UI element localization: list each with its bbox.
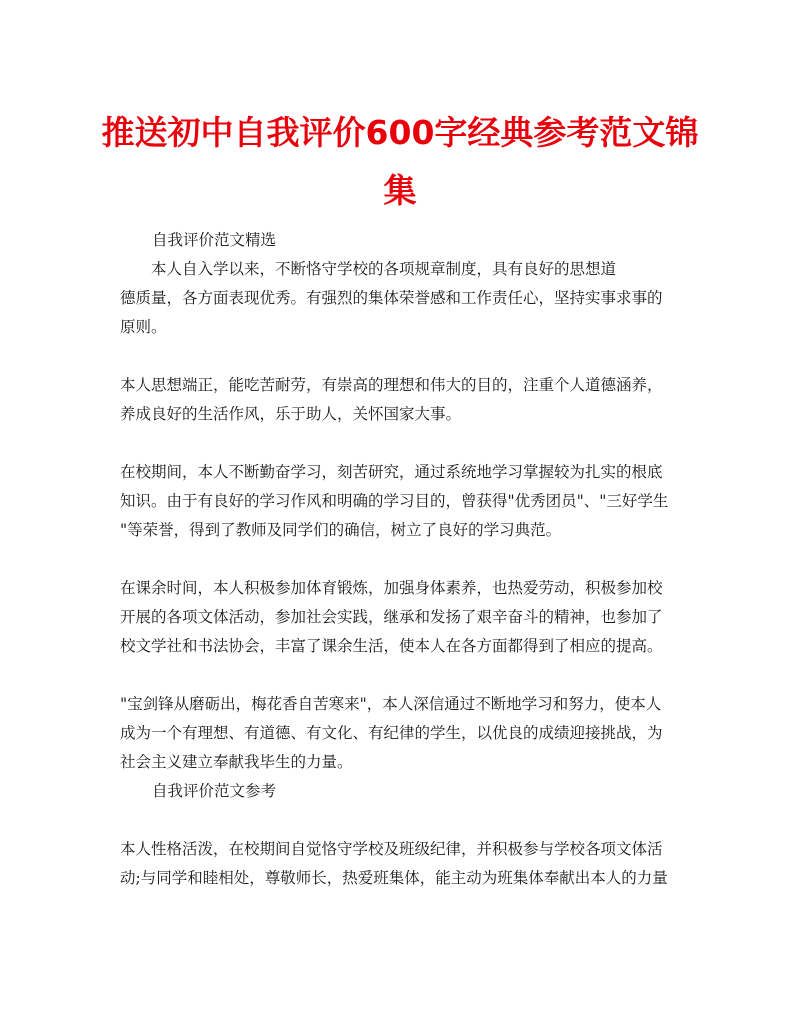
section-heading-reference: 自我评价范文参考 [152, 782, 277, 800]
paragraph-6: 本人性格活泼，在校期间自觉恪守学校及班级纪律，并积极参与学校各项文体活 动;与同学和睦相处，尊敬师长，热爱班集体，能主动为班集体奉献出本人的力量 [120, 840, 668, 887]
paragraph-4: 在课余时间，本人积极参加体育锻炼，加强身体素养，也热爱劳动，积极参加校 开展的各项文体活动，参加社会实践，继承和发扬了艰辛奋斗的精神，也参加了 校文学社和书法协会，丰富了课余生活，使本人在各方面都得到了相应的提高。 [120, 579, 663, 655]
section-heading-selected: 自我评价范文精选 [152, 231, 277, 249]
document-title: 推送初中自我评价600字经典参考范文锦集 [101, 113, 699, 210]
paragraph-2: 本人思想端正，能吃苦耐劳，有崇高的理想和伟大的目的，注重个人道德涵养， 养成良好的生活作风，乐于助人，关怀国家大事。 [120, 376, 663, 423]
paragraph-1: 本人自入学以来，不断恪守学校的各项规章制度，具有良好的思想道 德质量，各方面表现优秀。有强烈的集体荣誉感和工作责任心，坚持实事求事的 原则。 [120, 260, 663, 336]
paragraph-3: 在校期间，本人不断勤奋学习，刻苦研究，通过系统地学习掌握较为扎实的根底 知识。由于有良好的学习作风和明确的学习目的，曾获得"优秀团员"、"三好学生 "等荣誉，得到了教师及同学们的确信，树立了良好的学习典范。 [120, 463, 669, 539]
paragraph-5: "宝剑锋从磨砺出，梅花香自苦寒来"，本人深信通过不断地学习和努力，使本人 成为一个有理想、有道德、有文化、有纪律的学生，以优良的成绩迎接挑战，为 社会主义建立奉献我毕生的力量。 [120, 695, 663, 771]
